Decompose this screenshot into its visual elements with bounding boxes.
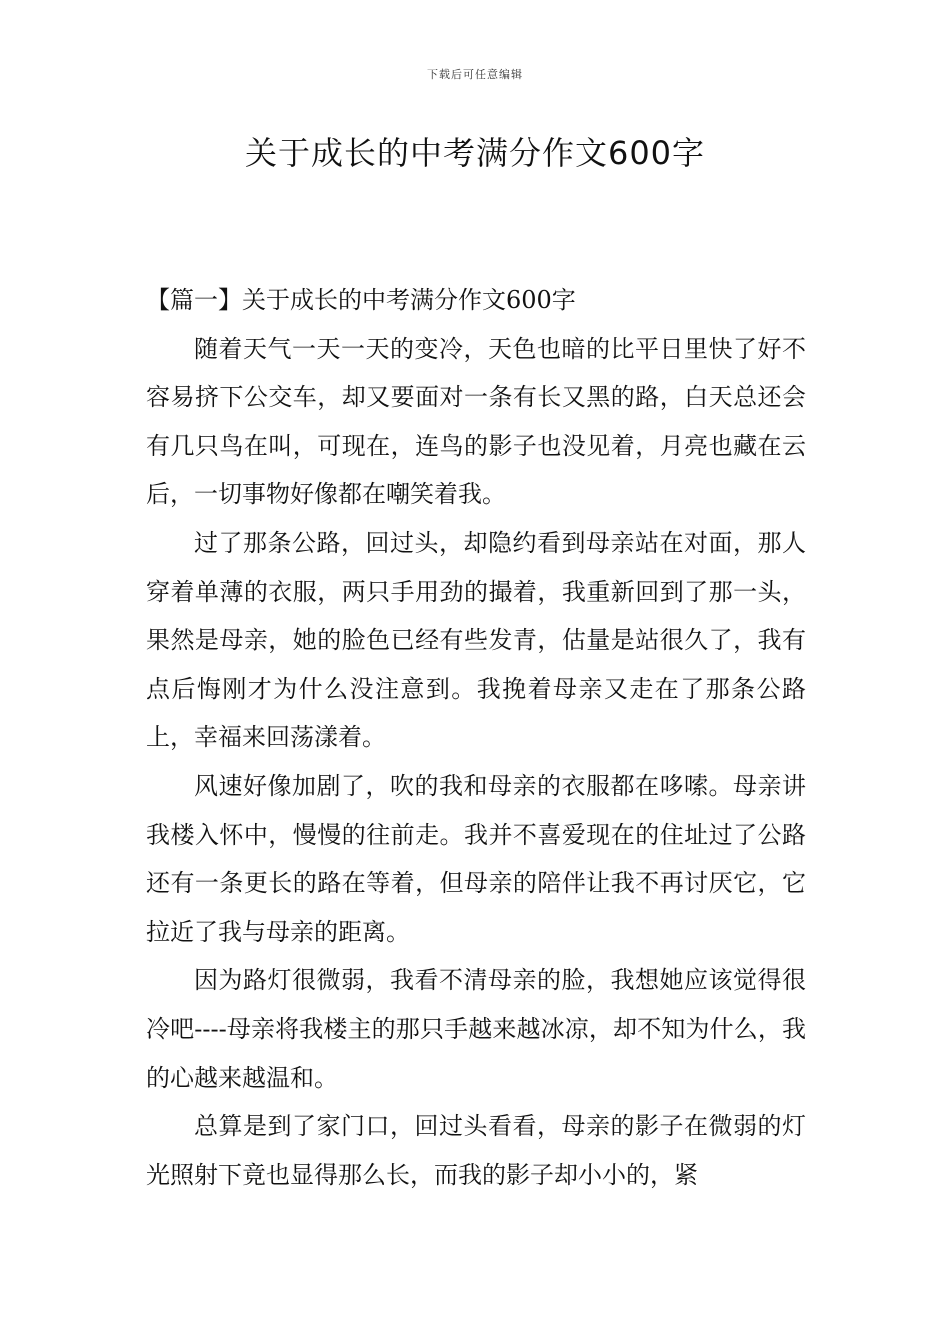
section-heading: 【篇一】关于成长的中考满分作文600字	[146, 286, 576, 314]
document-title: 关于成长的中考满分作文600字	[244, 134, 706, 172]
paragraph-4: 因为路灯很微弱，我看不清母亲的脸，我想她应该觉得很冷吧----母亲将我楼主的那只手越来越冰凉，却不知为什么，我的心越来越温和。	[146, 966, 806, 1092]
paragraph-1: 随着天气一天一天的变冷，天色也暗的比平日里快了好不容易挤下公交车，却又要面对一条有长又黑的路，白天总还会有几只鸟在叫，可现在，连鸟的影子也没见着，月亮也藏在云后，一切事物好像都在嘲笑着我。	[146, 334, 806, 509]
paragraph-2: 过了那条公路，回过头，却隐约看到母亲站在对面，那人穿着单薄的衣服，两只手用劲的撮着，我重新回到了那一头，果然是母亲，她的脸色已经有些发青，估量是站很久了，我有点后悔刚才为什么没注意到。我挽着母亲又走在了那条公路上，幸福来回荡漾着。	[146, 528, 806, 752]
paragraph-5: 总算是到了家门口，回过头看看，母亲的影子在微弱的灯光照射下竟也显得那么长，而我的影子却小小的，紧	[146, 1112, 806, 1189]
document-body	[146, 276, 806, 1199]
header-note: 下载后可任意编辑	[427, 68, 523, 81]
paragraph-3: 风速好像加剧了，吹的我和母亲的衣服都在哆嗦。母亲讲我楼入怀中，慢慢的往前走。我并不喜爱现在的住址过了公路还有一条更长的路在等着，但母亲的陪伴让我不再讨厌它，它拉近了我与母亲的距离。	[146, 771, 806, 946]
